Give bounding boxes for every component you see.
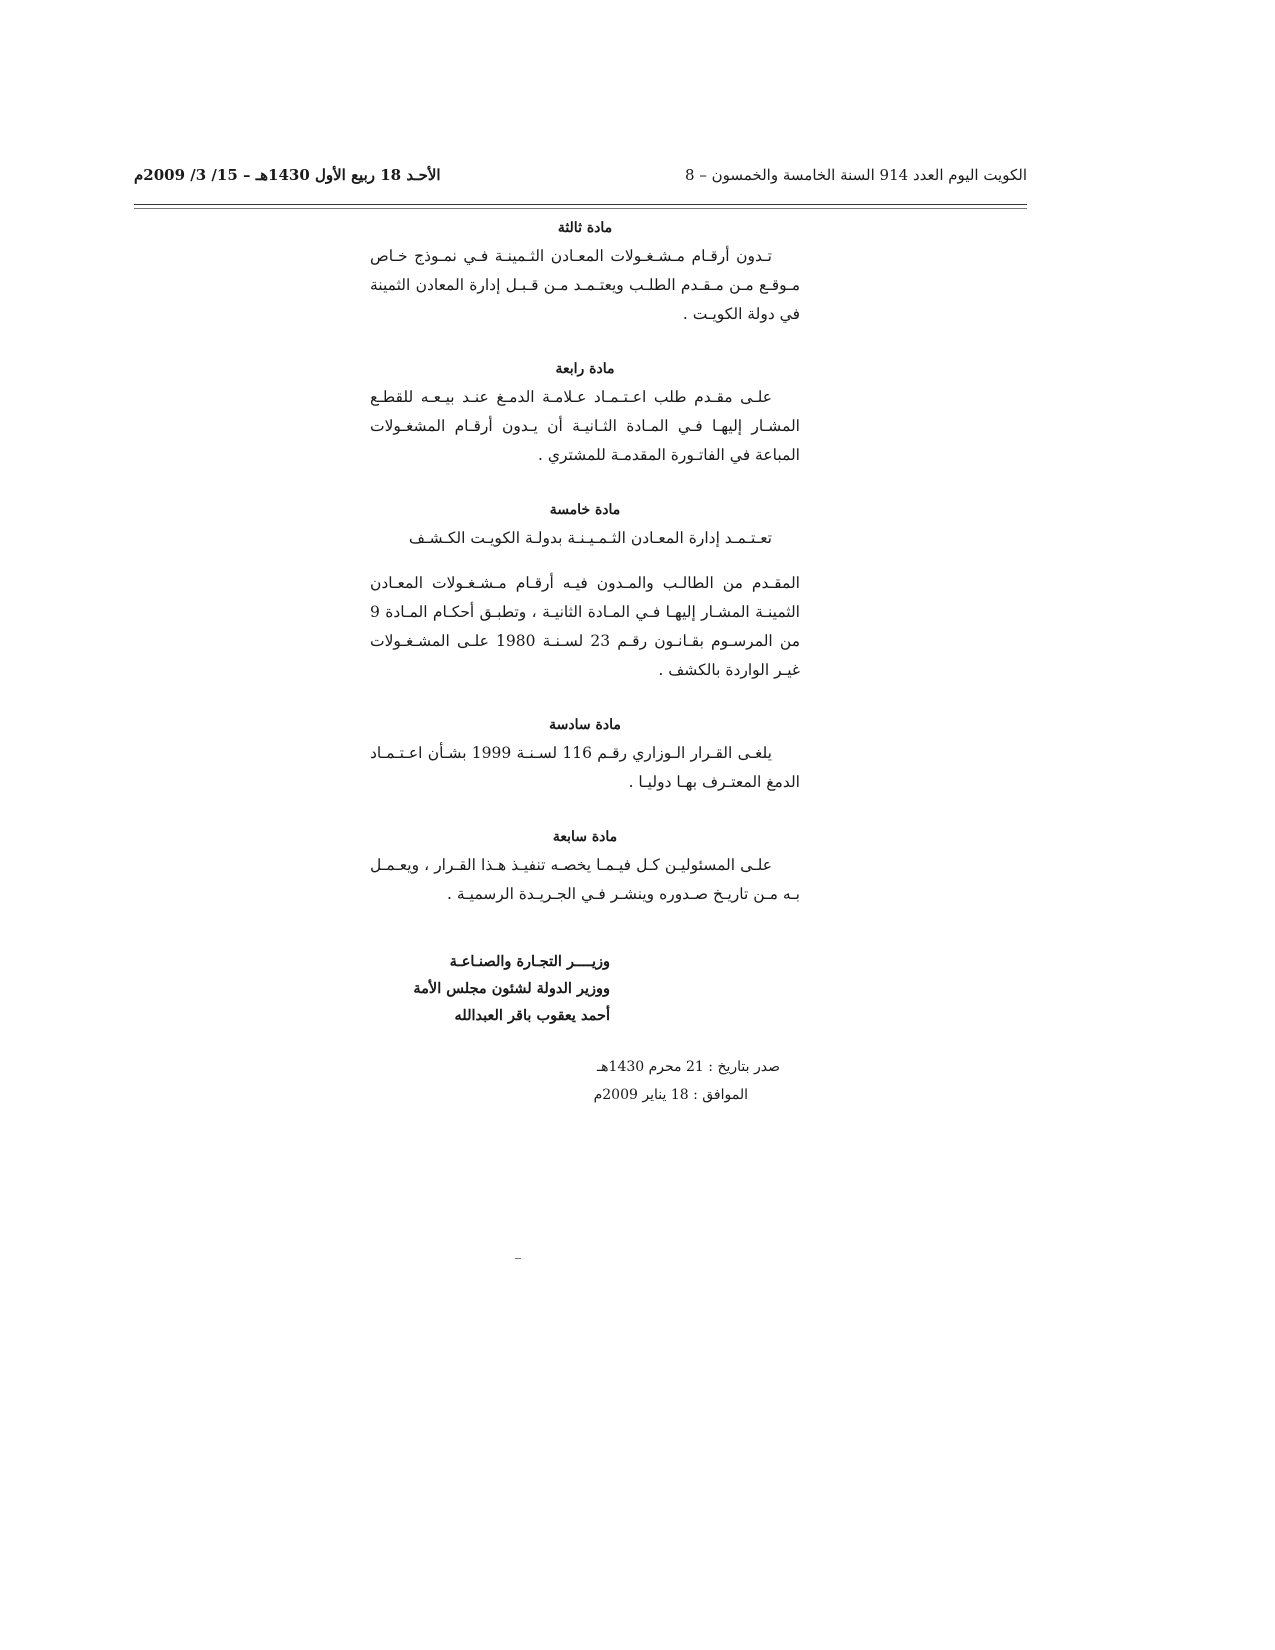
article-four: [370, 359, 800, 470]
article-text: يلغـى القـرار الـوزاري رقـم 116 لسـنـة 1999 بشـأن اعـتـمـاد الدمغ المعتـرف بهـا دوليـا .: [370, 744, 800, 791]
minister-signature: [390, 948, 610, 1029]
article-title: مادة ثالثة: [557, 220, 613, 236]
signature-title: وزيــــر التجـارة والصنـاعـة: [449, 953, 610, 970]
scan-speck: [515, 1258, 521, 1259]
issue-date-gregorian: الموافق : 18 يناير 2009م: [593, 1087, 748, 1103]
article-seven: [370, 827, 800, 909]
issue-date-block: [580, 1053, 780, 1109]
issue-date-hijri: صدر بتاريخ : 21 محرم 1430هـ: [597, 1059, 780, 1075]
header-rule: [134, 204, 1027, 205]
article-three: [370, 218, 800, 329]
article-text: تعـتـمـد إدارة المعـادن الثـمـيـنـة بدولـة الكويـت الكـشـف: [408, 529, 772, 547]
article-title: مادة سادسة: [549, 717, 621, 733]
page-header: [134, 166, 1027, 196]
article-five: [370, 500, 800, 685]
header-date: الأحـد 18 ربيع الأول 1430هـ – 15/ 3/ 2009م: [134, 166, 441, 184]
article-text-continued: المقـدم من الطالـب والمـدون فيـه أرقـام مـشـغـولات المعـادن الثمينـة المشـار إليهـا فـي المـادة الثانيـة ، وتطبـق أحكـام المـادة 9 من المرسـوم بقـانـون رقـم 23 لسـنـة 1980 علـى المشـغـولات غيـر الواردة بالكشف .: [370, 574, 800, 679]
article-title: مادة رابعة: [555, 361, 615, 377]
signature-name: أحمد يعقوب باقر العبدالله: [454, 1007, 610, 1024]
article-text: علـى المسئوليـن كـل فيـمـا يخصـه تنفيـذ هـذا القـرار ، ويعـمـل بـه مـن تاريـخ صـدوره وينشـر فـي الجـريـدة الرسميـة .: [370, 856, 800, 903]
header-rule-secondary: [134, 208, 1027, 209]
article-text: علـى مقـدم طلب اعـتـمـاد عـلامـة الدمـغ عنـد بيـعـه للقطـع المشـار إليهـا فـي المـادة الثـانيـة أن يـدون أرقـام المشغـولات المباعة في الفاتـورة المقدمـة للمشتري .: [370, 388, 800, 464]
decree-body: [370, 218, 800, 909]
article-six: [370, 715, 800, 797]
signature-title-secondary: ووزير الدولة لشئون مجلس الأمة: [413, 980, 610, 997]
article-title: مادة خامسة: [549, 502, 621, 518]
header-publication-info: الكويت اليوم العدد 914 السنة الخامسة والخمسون – 8: [685, 166, 1027, 184]
article-title: مادة سابعة: [552, 829, 618, 845]
article-text: تـدون أرقـام مـشـغـولات المعـادن الثـمينـة فـي نمـوذج خـاص مـوقـع مـن مـقـدم الطلـب ويعتـمـد مـن قـبـل إدارة المعادن الثمينة في دولة الكويـت .: [370, 247, 800, 323]
